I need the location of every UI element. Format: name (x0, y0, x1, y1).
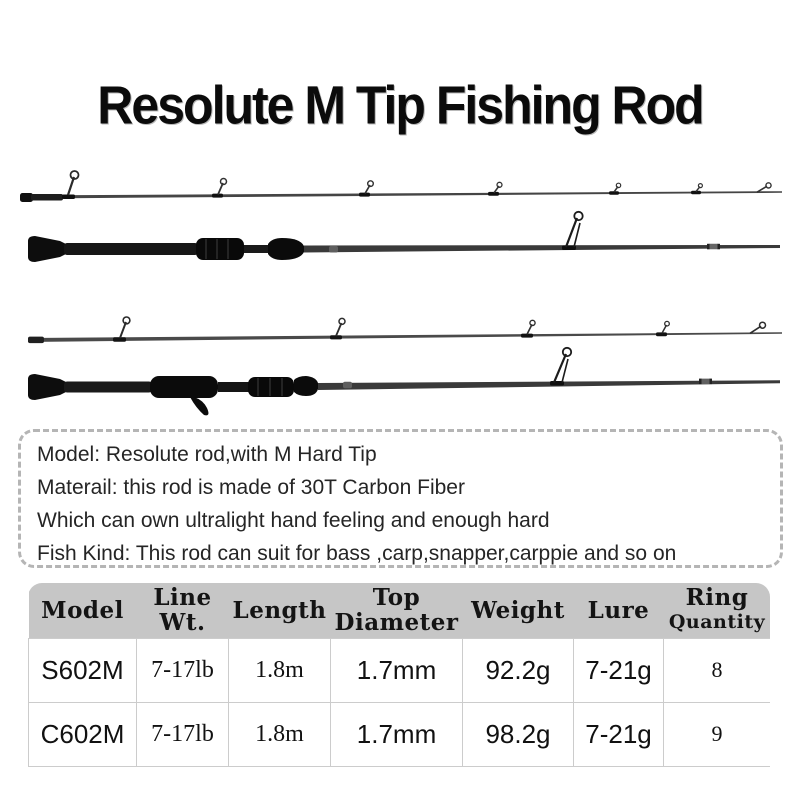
product-description-box (18, 429, 783, 568)
spinning-rod-butt-section (28, 212, 780, 262)
column-header-length: Length (229, 583, 331, 638)
line-guide (609, 183, 621, 195)
spec-table (28, 583, 770, 767)
line-guide (562, 212, 583, 250)
column-header-lure: Lure (574, 583, 664, 638)
description-line-fishkind: Fish Kind: This rod can suit for bass ,carp,snapper,carppie and so on (37, 542, 677, 565)
spec-cell-ring-quantity: 8 (664, 638, 771, 702)
spec-row-S602M (29, 638, 771, 702)
spec-cell-model: S602M (29, 638, 137, 702)
rod-photos (0, 150, 800, 430)
line-guide (62, 171, 79, 199)
casting-rod-butt-section (28, 348, 780, 416)
spec-cell-length: 1.8m (229, 638, 331, 702)
trigger-grip (190, 397, 208, 415)
tip-top-guide (757, 183, 771, 192)
description-line-feel: Which can own ultralight hand feeling and enough hard (37, 509, 550, 532)
column-header-weight: Weight (463, 583, 574, 638)
column-header-line-wt: Line Wt. (137, 583, 229, 638)
line-guide (521, 320, 535, 337)
header-row (29, 583, 771, 638)
spec-cell-top-diameter: 1.7mm (331, 638, 463, 702)
line-guide (550, 348, 571, 386)
spec-cell-length: 1.8m (229, 702, 331, 766)
column-header-top-diameter: Top Diameter (331, 583, 463, 638)
spec-row-C602M (29, 702, 771, 766)
column-header-ring-quantity: Ring Quantity (664, 583, 771, 638)
spec-cell-lure: 7-21g (574, 638, 664, 702)
spec-cell-line-wt: 7-17lb (137, 638, 229, 702)
casting-rod-tip-section (28, 317, 782, 343)
spec-cell-weight: 98.2g (463, 702, 574, 766)
spec-cell-ring-quantity: 9 (664, 702, 771, 766)
spec-cell-lure: 7-21g (574, 702, 664, 766)
spec-cell-line-wt: 7-17lb (137, 702, 229, 766)
tip-top-guide (750, 322, 766, 333)
page-title: Resolute M Tip Fishing Rod (97, 74, 703, 136)
spec-cell-top-diameter: 1.7mm (331, 702, 463, 766)
line-guide (691, 184, 702, 195)
spec-table-body (29, 638, 771, 766)
description-line-model: Model: Resolute rod,with M Hard Tip (37, 443, 377, 466)
spec-cell-model: C602M (29, 702, 137, 766)
description-line-material: Materail: this rod is made of 30T Carbon Fiber (37, 476, 465, 499)
spinning-rod-tip-section (20, 171, 782, 202)
spec-table-wrapper (28, 583, 770, 767)
spec-cell-weight: 92.2g (463, 638, 574, 702)
column-header-model: Model (29, 583, 137, 638)
spec-table-header (29, 583, 771, 638)
